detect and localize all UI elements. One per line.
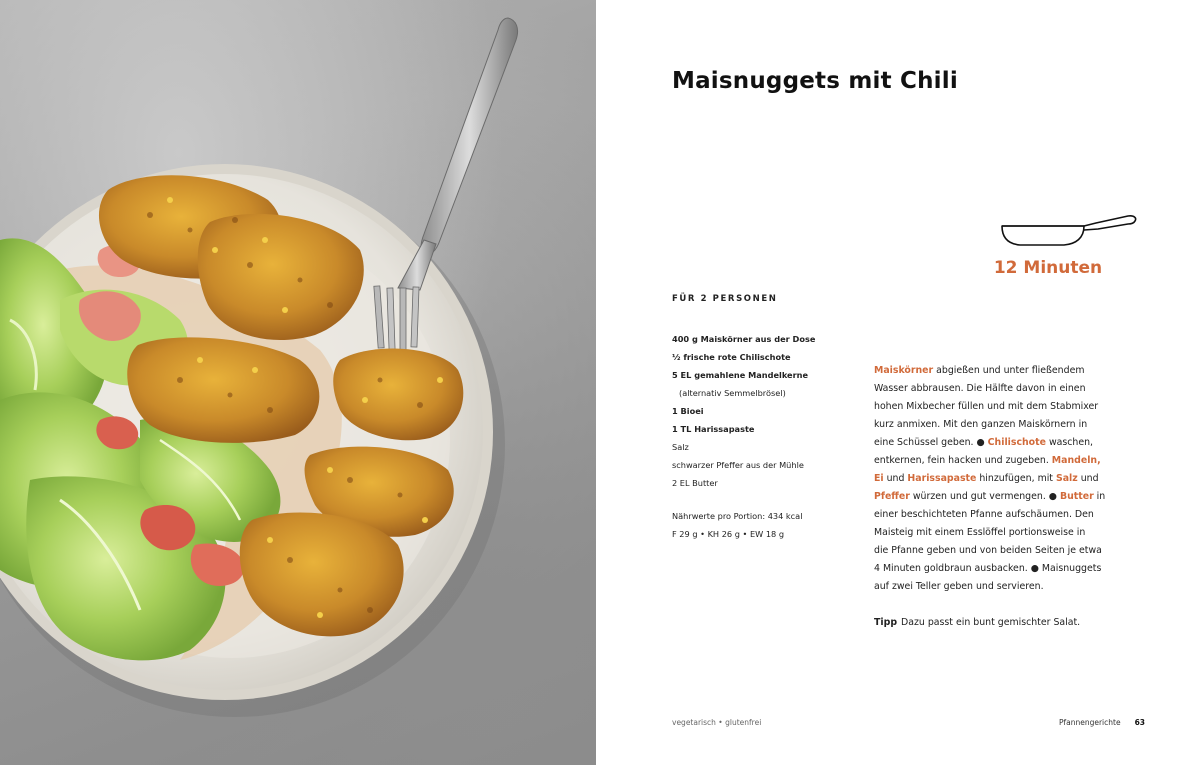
method-text-segment: waschen, <box>1045 437 1094 448</box>
ingredient-highlight: Ei <box>874 473 884 484</box>
method-text-segment: Wasser abbrausen. Die Hälfte davon in einen <box>874 383 1086 394</box>
chapter-name: Pfannengerichte <box>1058 718 1121 727</box>
ingredient-highlight: Pfeffer <box>874 491 910 502</box>
method-text <box>874 362 1116 596</box>
time-label: 12 Minuten <box>993 258 1103 278</box>
page-number: 63 <box>1134 718 1145 727</box>
ingredient-item: 1 TL Harissapaste <box>672 424 755 434</box>
recipe-page <box>596 0 1191 765</box>
method-line <box>874 488 1116 506</box>
ingredient-highlight: Maiskörner <box>874 365 934 376</box>
ingredient-item: 400 g Maiskörner aus der Dose <box>672 334 816 344</box>
ingredient-item: Salz <box>672 442 689 452</box>
method-text-segment: Maisteig mit einem Esslöffel portionsweise in <box>874 527 1086 538</box>
method-text-segment: abgießen und unter fließendem <box>933 365 1085 376</box>
tip-text: Dazu passt ein bunt gemischter Salat. <box>901 617 1081 628</box>
tip-label: Tipp <box>874 617 898 628</box>
method-text-segment: kurz anmixen. Mit den ganzen Maiskörnern in <box>874 419 1088 430</box>
method-text-segment: einer beschichteten Pfanne aufschäumen. Den <box>874 509 1094 520</box>
method-text-segment: und <box>1077 473 1099 484</box>
ingredient-item: schwarzer Pfeffer aus der Mühle <box>672 460 804 470</box>
ingredient-highlight: Butter <box>1059 491 1094 502</box>
method-text-segment: 4 Minuten goldbraun ausbacken. ● Maisnuggets <box>874 563 1102 574</box>
nutrition-calories: Nährwerte pro Portion: 434 kcal <box>672 511 803 521</box>
ingredient-highlight: Salz <box>1055 473 1078 484</box>
method-text-segment: hohen Mixbecher füllen und mit dem Stabmixer <box>874 401 1099 412</box>
method-line <box>874 362 1116 380</box>
method-line <box>874 398 1116 416</box>
method-line <box>874 578 1116 596</box>
method-line <box>874 524 1116 542</box>
ingredient-highlight: Chilischote <box>987 437 1046 448</box>
servings-label: FÜR 2 PERSONEN <box>672 294 778 304</box>
ingredient-item: (alternativ Semmelbrösel) <box>679 388 786 398</box>
method-text-segment: eine Schüssel geben. ● <box>874 437 988 448</box>
method-text-segment: in <box>1093 491 1106 502</box>
ingredient-item: 2 EL Butter <box>672 478 718 488</box>
method-text-segment: und <box>883 473 908 484</box>
nutrition-info <box>672 507 802 543</box>
method-text-segment: die Pfanne geben und von beiden Seiten je etwa <box>874 545 1102 556</box>
method-text-segment: entkernen, fein hacken und zugeben. <box>874 455 1052 466</box>
method-text-segment: auf zwei Teller geben und servieren. <box>874 581 1044 592</box>
method-text-segment: hinzufügen, mit <box>976 473 1056 484</box>
method-line <box>874 506 1116 524</box>
method-line <box>874 542 1116 560</box>
method-line <box>874 560 1116 578</box>
tip <box>874 614 1080 632</box>
footer-chapter <box>1059 718 1145 727</box>
ingredient-item: ½ frische rote Chilischote <box>672 352 791 362</box>
method-text-segment: würzen und gut vermengen. ● <box>909 491 1060 502</box>
recipe-title: Maisnuggets mit Chili <box>672 68 958 94</box>
frying-pan-icon <box>1000 212 1148 254</box>
method-line <box>874 416 1116 434</box>
method-line <box>874 434 1116 452</box>
ingredient-item: 1 Bioei <box>672 406 704 416</box>
ingredient-list <box>672 330 815 492</box>
footer-tags: vegetarisch • glutenfrei <box>672 718 762 727</box>
ingredient-highlight: Harissapaste <box>907 473 977 484</box>
ingredient-item: 5 EL gemahlene Mandelkerne <box>672 370 809 380</box>
ingredient-highlight: Mandeln, <box>1051 455 1101 466</box>
nutrition-macros: F 29 g • KH 26 g • EW 18 g <box>672 529 785 539</box>
method-line <box>874 380 1116 398</box>
method-line <box>874 470 1116 488</box>
method-line <box>874 452 1116 470</box>
